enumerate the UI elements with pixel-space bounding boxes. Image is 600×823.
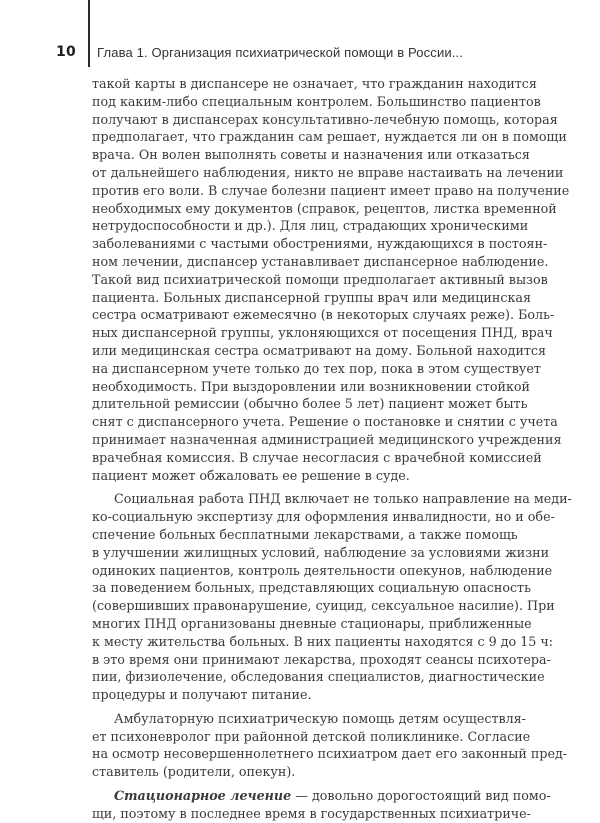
- text-line: за поведением больных, представляющих социальную опасность: [92, 580, 531, 596]
- text-line: Такой вид психиатрической помощи предполагает активный вызов: [92, 271, 548, 287]
- text-line: в это время они принимают лекарства, проходят сеансы психотера-: [92, 651, 551, 667]
- text-line: ном лечении, диспансер устанавливает диспансерное наблюдение.: [92, 253, 549, 269]
- text-line: такой карты в диспансере не означает, что гражданин находится: [92, 76, 537, 91]
- text-line: врачебная комиссия. В случае несогласия с врачебной комиссией: [92, 449, 542, 465]
- text-line: против его воли. В случае болезни пациент имеет право на получение: [92, 182, 570, 198]
- text-line: снят с диспансерного учета. Решение о постановке и снятии с учета: [92, 414, 558, 430]
- text-line: к месту жительства больных. В них пациенты находятся с 9 до 15 ч:: [92, 633, 554, 649]
- text-line: предполагает, что гражданин сам решает, нуждается ли он в помощи: [92, 129, 567, 145]
- text-line: длительной ремиссии (обычно более 5 лет) пациент может быть: [92, 396, 528, 412]
- text-line: щи, поэтому в последнее время в государственных психиатриче-: [92, 805, 531, 821]
- text-line: [92, 787, 551, 805]
- paragraph: [92, 787, 551, 823]
- text-line: спечение больных бесплатными лекарствами, а также помощь: [92, 526, 518, 542]
- running-head: Глава 1. Организация психиатрической помощи в России...: [97, 45, 464, 60]
- paragraph: [92, 710, 568, 781]
- text-line: принимает назначенная администрацией медицинского учреждения: [92, 431, 562, 447]
- text-line: заболеваниями с частыми обострениями, нуждающихся в постоян-: [92, 236, 548, 252]
- paragraph: [92, 490, 572, 704]
- text-line: под каким-либо специальным контролем. Большинство пациентов: [92, 93, 541, 109]
- text-line: пациента. Больных диспансерной группы врач или медицинская: [92, 289, 531, 305]
- line-text: — довольно дорогостоящий вид помо-: [291, 788, 551, 804]
- text-line: процедуры и получают питание.: [92, 687, 312, 703]
- text-line: многих ПНД организованы дневные стационары, приближенные: [92, 615, 532, 631]
- text-line: ко-социальную экспертизу для оформления инвалидности, но и обе-: [92, 509, 555, 525]
- bold-italic-term: Стационарное лечение: [114, 788, 292, 804]
- text-line: пациент может обжаловать ее решение в суде.: [92, 467, 410, 483]
- header-vertical-rule: [88, 0, 90, 67]
- text-line: Социальная работа ПНД включает не только направление на меди-: [114, 491, 572, 507]
- text-line: на осмотр несовершеннолетнего психиатром дает его законный пред-: [92, 746, 568, 762]
- paragraph: [92, 75, 570, 484]
- page-number: 10: [56, 44, 76, 60]
- text-line: нетрудоспособности и др.). Для лиц, страдающих хроническими: [92, 218, 529, 234]
- text-line: одиноких пациентов, контроль деятельности опекунов, наблюдение: [92, 562, 553, 578]
- body-text: [92, 75, 572, 823]
- text-line: (совершивших правонарушение, суицид, сексуальное насилие). При: [92, 598, 555, 614]
- text-line: Амбулаторную психиатрическую помощь детям осуществля-: [114, 710, 526, 726]
- text-line: необходимых ему документов (справок, рецептов, листка временной: [92, 200, 557, 216]
- text-line: на диспансерном учете только до тех пор, пока в этом существует: [92, 360, 541, 376]
- text-line: получают в диспансерах консультативно-лечебную помощь, которая: [92, 111, 558, 127]
- text-line: сестра осматривают ежемесячно (в некоторых случаях реже). Боль-: [92, 307, 555, 323]
- text-line: от дальнейшего наблюдения, никто не вправе настаивать на лечении: [92, 164, 564, 180]
- text-line: необходимость. При выздоровлении или возникновении стойкой: [92, 378, 531, 394]
- text-line: ет психоневролог при районной детской поликлинике. Согласие: [92, 728, 531, 744]
- text-line: ных диспансерной группы, уклоняющихся от посещения ПНД, врач: [92, 325, 553, 341]
- text-line: ставитель (родители, опекун).: [92, 764, 296, 780]
- text-line: врача. Он волен выполнять советы и назначения или отказаться: [92, 147, 530, 163]
- text-line: пии, физиолечение, обследования специалистов, диагностические: [92, 669, 545, 685]
- text-line: в улучшении жилищных условий, наблюдение за условиями жизни: [92, 544, 550, 560]
- text-line: или медицинская сестра осматривают на дому. Больной находится: [92, 342, 547, 358]
